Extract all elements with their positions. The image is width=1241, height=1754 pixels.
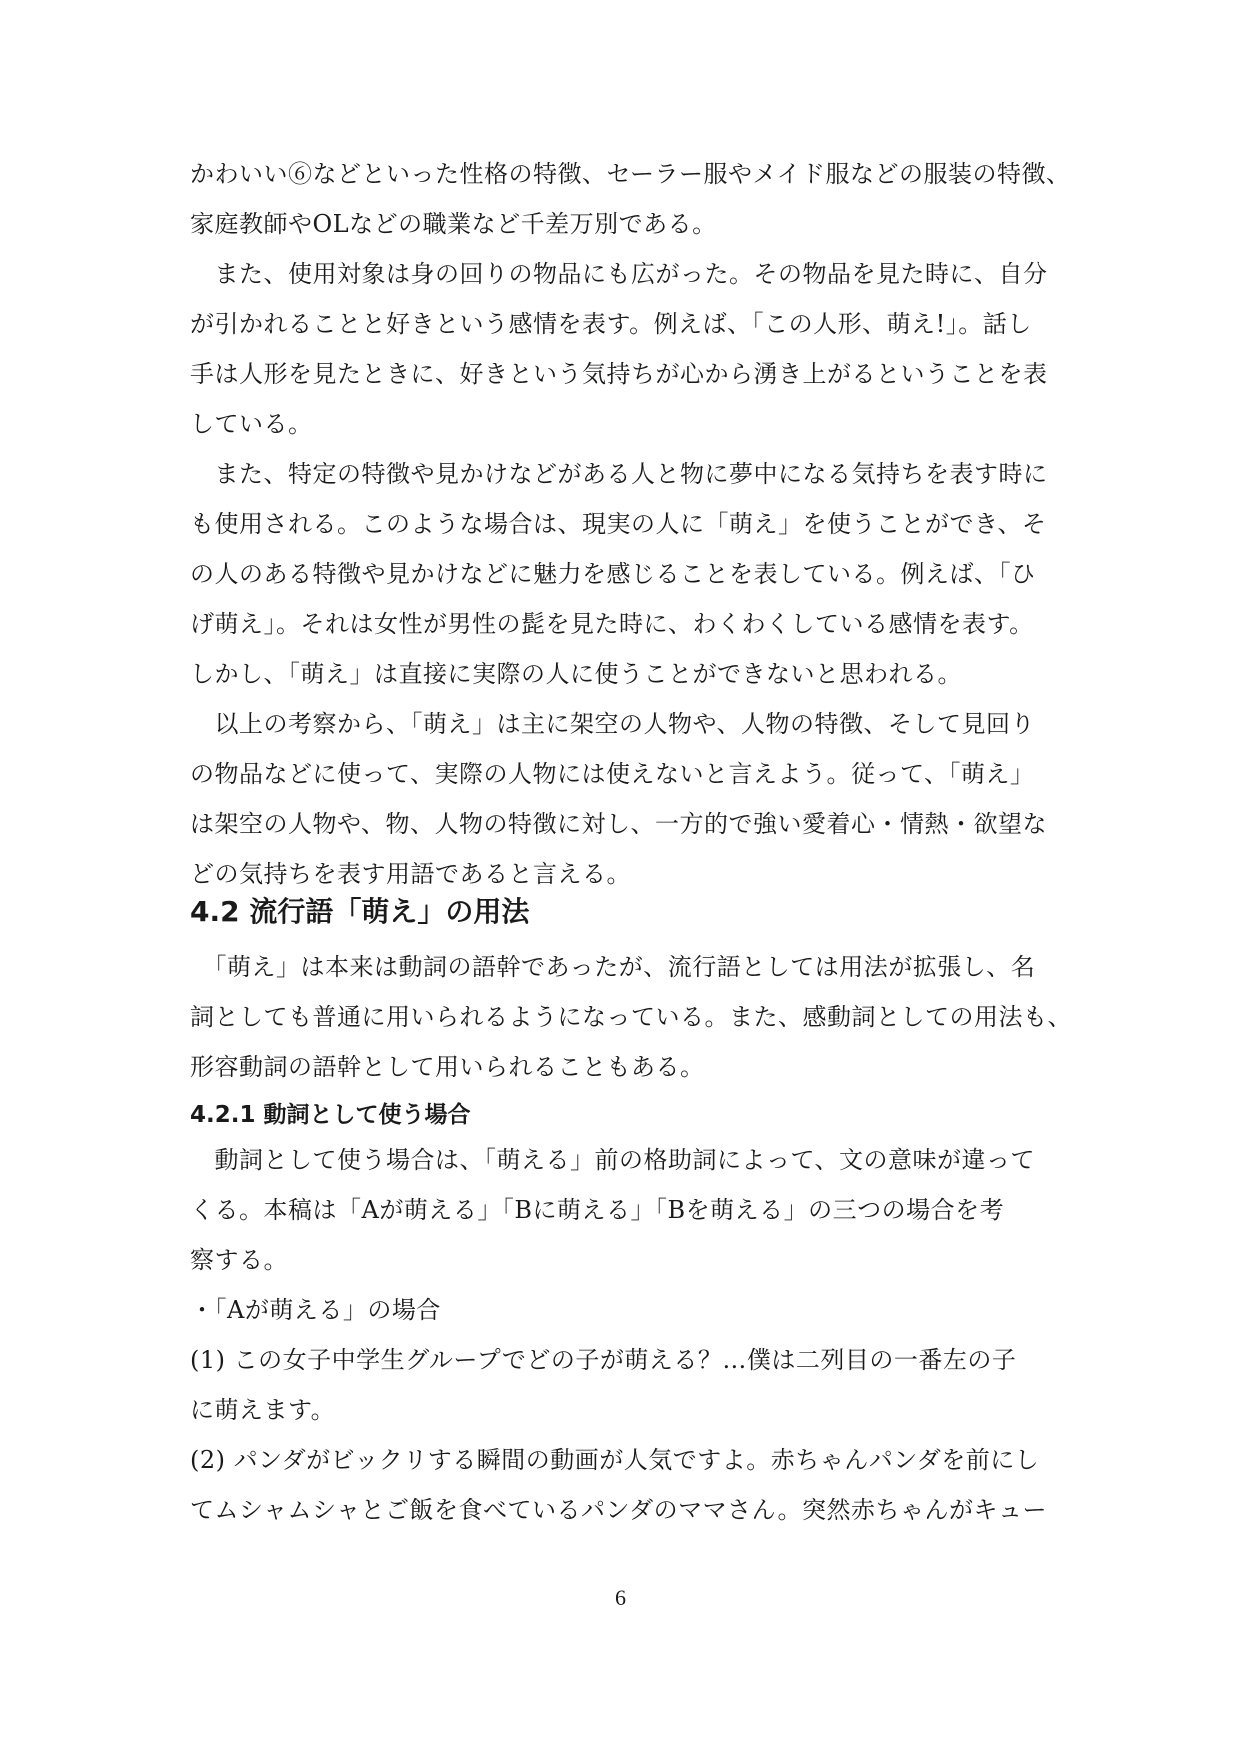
text-line: また、特定の特徴や見かけなどがある人と物に夢中になる気持ちを表す時に — [190, 460, 1048, 488]
text-line: げ萌え」。それは女性が男性の髭を見た時に、わくわくしている感情を表す。 — [190, 610, 1034, 638]
paragraph-block-1 — [190, 149, 1090, 899]
paragraph-block-2 — [190, 942, 1090, 1092]
text-line: ・「Aが萌える」の場合 — [190, 1296, 441, 1324]
text-line: が引かれることと好きという感情を表す。例えば、「この人形、萌え!」。話し — [190, 310, 1032, 338]
text-line: また、使用対象は身の回りの物品にも広がった。その物品を見た時に、自分 — [190, 260, 1048, 288]
text-line: も使用される。このような場合は、現実の人に「萌え」を使うことができ、そ — [190, 510, 1047, 538]
text-line: (2) パンダがビックリする瞬間の動画が人気ですよ。赤ちゃんパンダを前にし — [190, 1446, 1040, 1474]
text-line: の物品などに使って、実際の人物には使えないと言えよう。従って、「萌え」 — [190, 760, 1035, 788]
text-line: は架空の人物や、物、人物の特徴に対し、一方的で強い愛着心・情熱・欲望な — [190, 810, 1048, 838]
paragraph-block-3 — [190, 1135, 1090, 1535]
text-line: の人のある特徴や見かけなどに魅力を感じることを表している。例えば、「ひ — [190, 560, 1036, 588]
text-line: しかし、「萌え」は直接に実際の人に使うことができないと思われる。 — [190, 660, 962, 688]
text-line: 手は人形を見たときに、好きという気持ちが心から湧き上がるということを表 — [190, 360, 1048, 388]
text-line: している。 — [190, 410, 313, 438]
text-line: かわいい⑥などといった性格の特徴、セーラー服やメイド服などの服装の特徴、 — [190, 160, 1071, 188]
text-line: 動詞として使う場合は、「萌える」前の格助詞によって、文の意味が違って — [190, 1146, 1036, 1174]
text-line: 以上の考察から、「萌え」は主に架空の人物や、人物の特徴、そして見回り — [190, 710, 1036, 738]
page-number: 6 — [615, 1585, 626, 1610]
text-line: 察する。 — [190, 1246, 288, 1274]
text-line: に萌えます。 — [190, 1396, 336, 1424]
text-line: くる。本稿は「Aが萌える」「Bに萌える」「Bを萌える」の三つの場合を考 — [190, 1196, 1005, 1224]
text-line: 形容動詞の語幹として用いられることもある。 — [190, 1053, 705, 1081]
text-line: 「萌え」は本来は動詞の語幹であったが、流行語としては用法が拡張し、名 — [190, 953, 1036, 981]
text-line: どの気持ちを表す用語であると言える。 — [190, 860, 631, 888]
section-heading: 4.2 流行語「萌え」の用法 — [190, 895, 530, 928]
text-line: 詞としても普通に用いられるようになっている。また、感動詞としての用法も、 — [190, 1003, 1072, 1031]
subsection-heading: 4.2.1 動詞として使う場合 — [190, 1102, 471, 1128]
text-line: (1) この女子中学生グループでどの子が萌える？…僕は二列目の一番左の子 — [190, 1346, 1017, 1374]
text-line: 家庭教師やOLなどの職業など千差万別である。 — [190, 210, 717, 238]
text-line: てムシャムシャとご飯を食べているパンダのママさん。突然赤ちゃんがキュー — [190, 1496, 1048, 1524]
